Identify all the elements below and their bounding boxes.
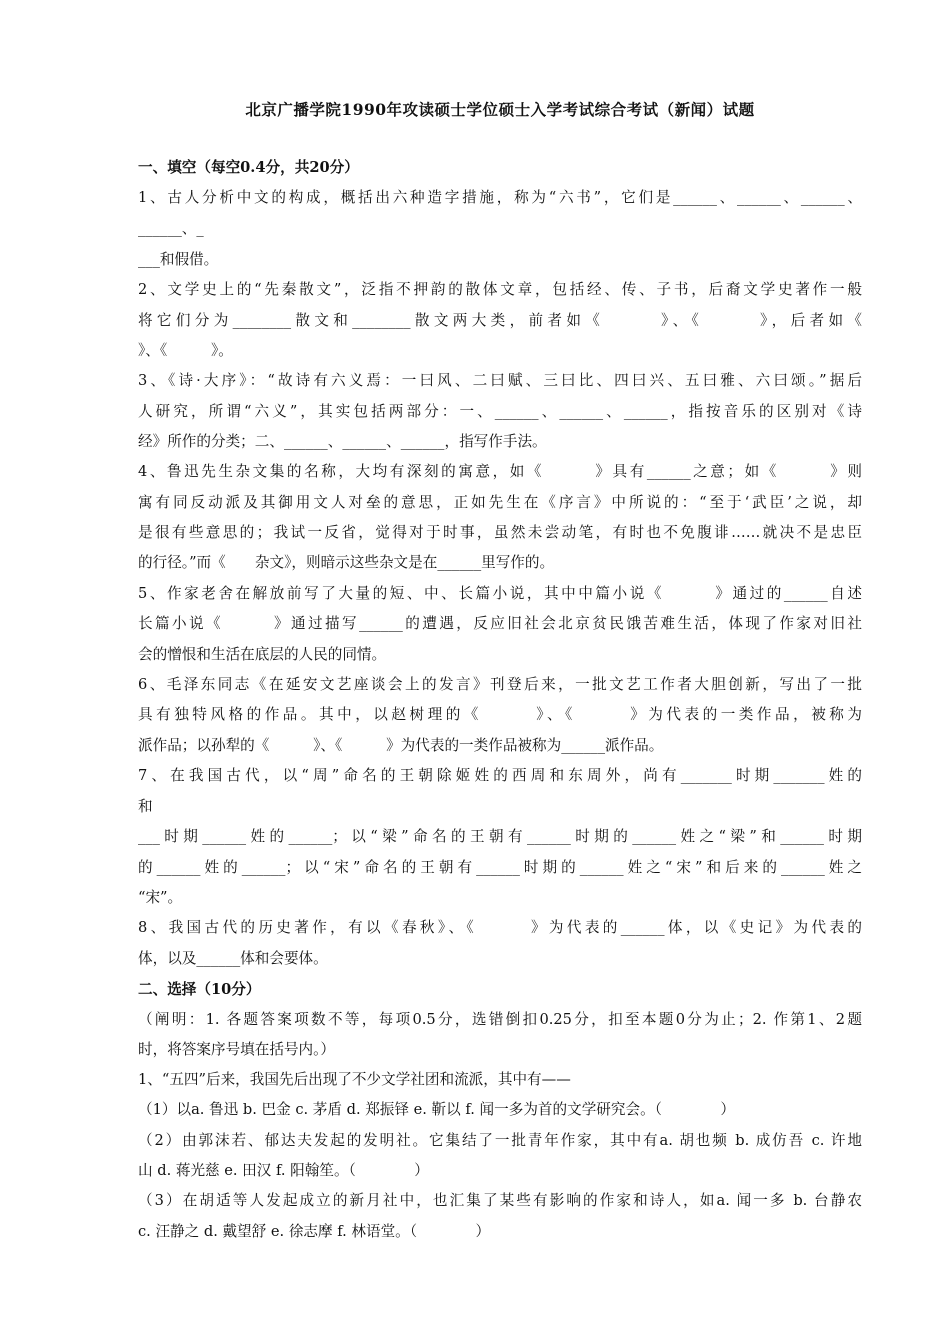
- text-line: （3）在胡适等人发起成立的新月社中，也汇集了某些有影响的作家和诗人，如a. 闻一多 b. 台静农: [138, 1192, 862, 1209]
- text-line: c. 汪静之 d. 戴望舒 e. 徐志摩 f. 林语堂。（ ）: [138, 1223, 491, 1240]
- text-line: （1）以a. 鲁迅 b. 巴金 c. 茅盾 d. 郑振铎 e. 靳以 f. 闻一多为首的文学研究会。（ ）: [138, 1101, 735, 1118]
- text-line: 8、我国古代的历史著作，有以《春秋》、《 》为代表的______体，以《史记》为代表的: [138, 919, 862, 936]
- text-line: 山 d. 蒋光慈 e. 田汉 f. 阳翰笙。（ ）: [138, 1162, 429, 1179]
- text-line: ______、_: [138, 220, 204, 237]
- text-line: 具有独特风格的作品。其中，以赵树理的《 》、《 》为代表的一类作品，被称为: [138, 706, 862, 723]
- text-line: ___时期______姓的______；以“梁”命名的王朝有______时期的______姓之“梁”和______时期: [138, 828, 862, 845]
- text-line: 4、鲁迅先生杂文集的名称，大均有深刻的寓意，如《 》具有______之意；如《 》则: [138, 463, 862, 480]
- text-line: 的______姓的______；以“宋”命名的王朝有______时期的______姓之“宋”和后来的______姓之: [138, 859, 862, 876]
- text-line: 派作品；以孙犁的《 》、《 》为代表的一类作品被称为______派作品。: [138, 737, 664, 754]
- text-line: 的行径。”而《 杂文》，则暗示这些杂文是在______里写作的。: [138, 554, 555, 571]
- text-line: 经》所作的分类；二、______、______、______，指写作手法。: [138, 433, 547, 450]
- text-line: 人研究，所谓“六义”，其实包括两部分：一、______、______、______，指按音乐的区别对《诗: [138, 403, 862, 420]
- text-line: 1、古人分析中文的构成，概括出六种造字措施，称为“六书”，它们是______、______、______、: [138, 189, 862, 206]
- text-line: （阐明：1. 各题答案项数不等，每项0.5分，选错倒扣0.25分，扣至本题0分为止；2. 作第1、2题: [138, 1011, 862, 1028]
- text-line: 3、《诗·大序》：“故诗有六义焉：一曰风、二曰赋、三曰比、四曰兴、五曰雅、六曰颂。”据后: [138, 372, 862, 389]
- text-line: 2、文学史上的“先秦散文”，泛指不押韵的散体文章，包括经、传、子书，后裔文学史著作一般: [138, 281, 862, 298]
- page-title: 北京广播学院1990年攻读硕士学位硕士入学考试综合考试（新闻）试题: [245, 100, 755, 119]
- text-line: 6、毛泽东同志《在延安文艺座谈会上的发言》刊登后来，一批文艺工作者大胆创新，写出了一批: [138, 676, 862, 693]
- text-line: 体，以及______体和会要体。: [138, 950, 328, 967]
- text-line: 和: [138, 798, 153, 815]
- text-line: “宋”。: [138, 889, 183, 906]
- text-line: 是很有些意思的；我试一反省，觉得对于时事，虽然未尝动笔，有时也不免腹诽……就决不是忠臣: [138, 524, 862, 541]
- section-heading: 二、选择（10分）: [138, 981, 261, 998]
- section-heading: 一、填空（每空0.4分，共20分）: [138, 159, 359, 176]
- text-line: ___和假借。: [138, 251, 219, 268]
- text-line: 》、《 》。: [138, 342, 233, 359]
- text-line: 7、在我国古代，以“周”命名的王朝除姬姓的西周和东周外，尚有_______时期_______姓的: [138, 767, 862, 784]
- text-line: 寓有同反动派及其御用文人对垒的意思，正如先生在《序言》中所说的：“至于‘武臣’之说，却: [138, 494, 862, 511]
- text-line: 时，将答案序号填在括号内。）: [138, 1041, 336, 1058]
- text-line: 5、作家老舍在解放前写了大量的短、中、长篇小说，其中中篇小说《 》通过的______自述: [138, 585, 862, 602]
- text-line: 将它们分为________散文和________散文两大类，前者如《 》、《 》，后者如《: [138, 312, 862, 329]
- text-line: 会的憎恨和生活在底层的人民的同情。: [138, 646, 387, 663]
- text-line: 1、“五四”后来，我国先后出现了不少文学社团和流派，其中有——: [138, 1071, 571, 1088]
- text-line: （2）由郭沫若、郁达夫发起的发明社。它集结了一批青年作家，其中有a. 胡也频 b. 成仿吾 c. 许地: [138, 1132, 862, 1149]
- text-line: 长篇小说《 》通过描写______的遭遇，反应旧社会北京贫民饿苦难生活，体现了作家对旧社: [138, 615, 862, 632]
